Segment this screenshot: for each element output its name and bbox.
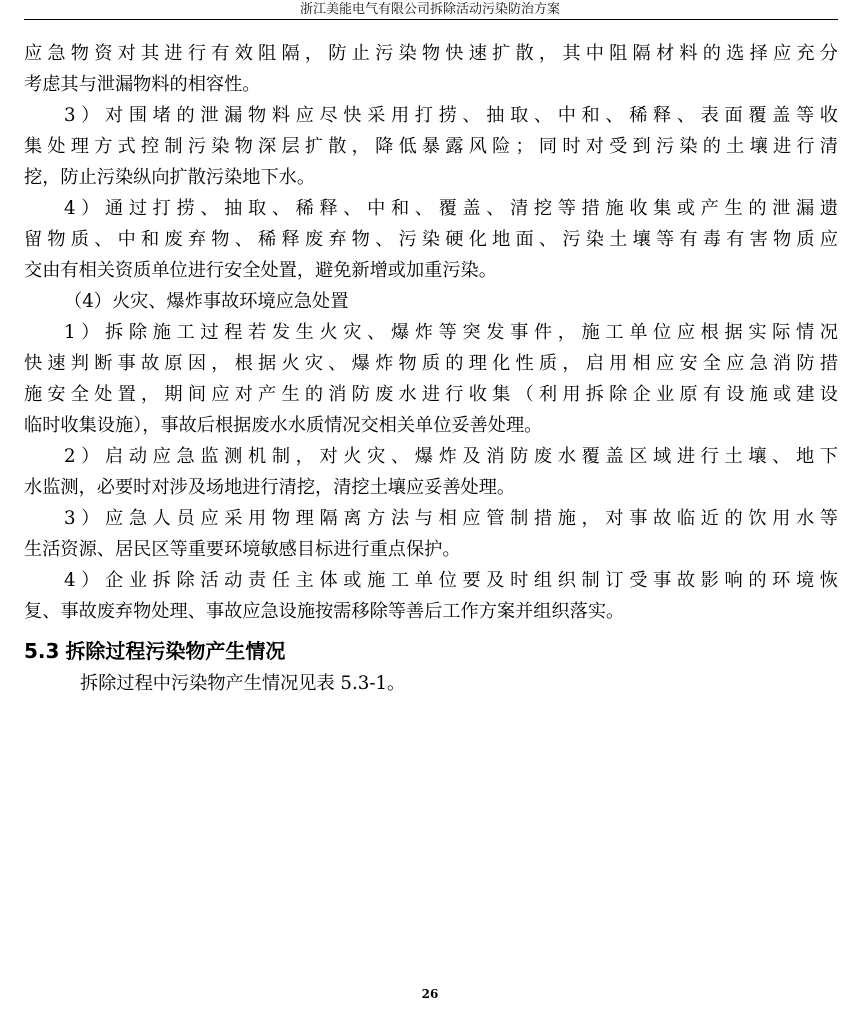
section-number: 5.3 (24, 639, 60, 663)
body-line: 3）应急人员应采用物理隔离方法与相应管制措施，对事故临近的饮用水等 (64, 508, 838, 529)
body-line: 考虑其与泄漏物料的相容性。 (24, 74, 261, 95)
body-line: 4）企业拆除活动责任主体或施工单位要及时组织制订受事故影响的环境恢 (64, 570, 838, 591)
body-line: 2）启动应急监测机制，对火灾、爆炸及消防废水覆盖区域进行土壤、地下 (64, 446, 838, 467)
body-line: 施安全处置，期间应对产生的消防废水进行收集（利用拆除企业原有设施或建设 (24, 384, 838, 405)
body-line: 水监测，必要时对涉及场地进行清挖，清挖土壤应妥善处理。 (24, 477, 516, 498)
document-body (24, 38, 838, 699)
subheading-line: （4）火灾、爆炸事故环境应急处置 (64, 291, 349, 312)
body-line: 复、事故废弃物处理、事故应急设施按需移除等善后工作方案并组织落实。 (24, 601, 625, 622)
body-line: 3）对围堵的泄漏物料应尽快采用打捞、抽取、中和、稀释、表面覆盖等收 (64, 105, 838, 126)
running-header: 浙江美能电气有限公司拆除活动污染防治方案 (299, 2, 560, 17)
page-number: 26 (421, 987, 439, 1001)
body-line: 挖，防止污染纵向扩散污染地下水。 (24, 167, 316, 188)
section-intro: 拆除过程中污染物产生情况见表 5.3-1。 (80, 673, 406, 694)
body-line: 交由有相关资质单位进行安全处置，避免新增或加重污染。 (24, 260, 497, 281)
body-line: 1）拆除施工过程若发生火灾、爆炸等突发事件，施工单位应根据实际情况 (64, 322, 838, 343)
body-line: 4）通过打捞、抽取、稀释、中和、覆盖、清挖等措施收集或产生的泄漏遗 (64, 198, 838, 219)
body-line: 留物质、中和废弃物、稀释废弃物、污染硬化地面、污染土壤等有毒有害物质应 (24, 229, 838, 250)
body-line: 生活资源、居民区等重要环境敏感目标进行重点保护。 (24, 539, 461, 560)
section-title: 拆除过程污染物产生情况 (65, 639, 286, 663)
section-heading (24, 636, 838, 666)
header-divider (24, 19, 838, 20)
body-line: 临时收集设施），事故后根据废水水质情况交相关单位妥善处理。 (24, 415, 543, 436)
body-line: 集处理方式控制污染物深层扩散，降低暴露风险；同时对受到污染的土壤进行清 (24, 136, 838, 157)
body-line: 快速判断事故原因，根据火灾、爆炸物质的理化性质，启用相应安全应急消防措 (24, 353, 838, 374)
body-line: 应急物资对其进行有效阻隔，防止污染物快速扩散，其中阻隔材料的选择应充分 (24, 43, 838, 64)
